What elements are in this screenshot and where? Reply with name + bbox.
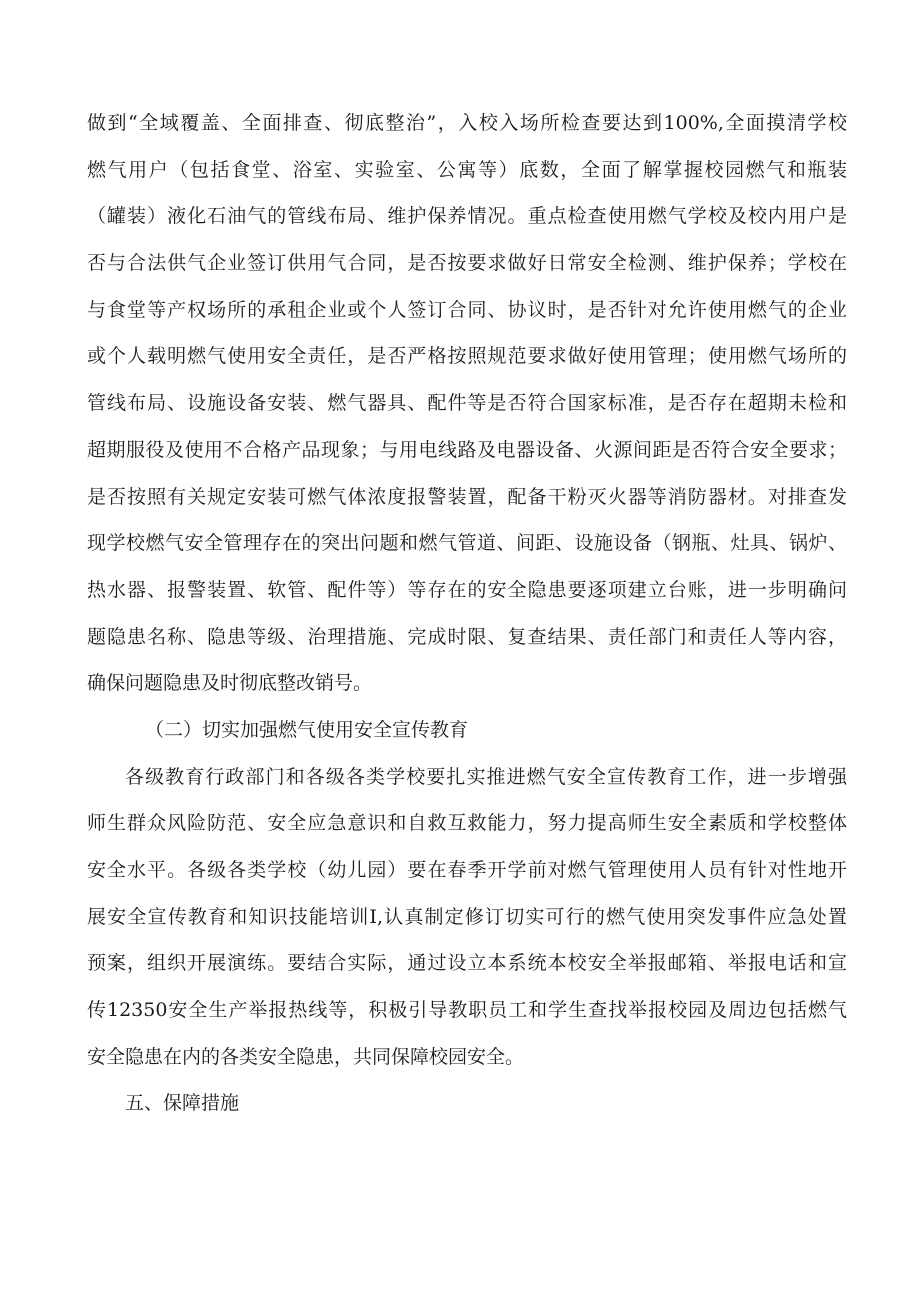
paragraph-line: 预案，组织开展演练。要结合实际，通过设立本系统本校安全举报邮箱、举报电话和宣: [87, 952, 847, 975]
paragraph-line: 热水器、报警装置、软管、配件等）等存在的安全隐患要逐项建立台账，进一步明确问: [87, 578, 847, 601]
paragraph-line: 是否按照有关规定安装可燃气体浓度报警装置，配备干粉灭火器等消防器材。对排查发: [87, 485, 847, 508]
paragraph-line: 现学校燃气安全管理存在的突出问题和燃气管道、间距、设施设备（钢瓶、灶具、锅炉、: [87, 532, 847, 555]
paragraph-line: 展安全宣传教育和知识技能培训I,认真制定修订切实可行的燃气使用突发事件应急处置: [87, 905, 847, 928]
paragraph-line: 安全水平。各级各类学校（幼儿园）要在春季开学前对燃气管理使用人员有针对性地开: [87, 859, 847, 881]
paragraph-line: 否与合法供气企业签订供用气合同，是否按要求做好日常安全检测、维护保养；学校在: [87, 252, 847, 275]
paragraph-line: 与食堂等产权场所的承租企业或个人签订合同、协议时，是否针对允许使用燃气的企业: [87, 298, 847, 321]
paragraph-line: 各级教育行政部门和各级各类学校要扎实推进燃气安全宣传教育工作，进一步增强: [125, 765, 847, 788]
paragraph-line: 题隐患名称、隐患等级、治理措施、完成时限、复查结果、责任部门和责任人等内容，: [87, 625, 847, 648]
paragraph-line: 传12350安全生产举报热线等，积极引导教职员工和学生查找举报校园及周边包括燃气: [87, 999, 847, 1022]
section-heading-safety-education: （二）切实加强燃气使用安全宣传教育: [145, 718, 469, 741]
paragraph-line: 管线布局、设施设备安装、燃气器具、配件等是否符合国家标准，是否存在超期未检和: [87, 392, 847, 415]
paragraph-line: 做到“全域覆盖、全面排查、彻底整治”，入校入场所检查要达到100%,全面摸清学校: [87, 112, 847, 134]
paragraph-line: （罐装）液化石油气的管线布局、维护保养情况。重点检查使用燃气学校及校内用户是: [87, 205, 847, 228]
paragraph-line: 超期服役及使用不合格产品现象；与用电线路及电器设备、火源间距是否符合安全要求；: [87, 438, 847, 461]
paragraph-line: 安全隐患在内的各类安全隐患，共同保障校园安全。: [87, 1045, 525, 1068]
paragraph-education: [87, 754, 847, 1081]
paragraph-line: 燃气用户（包括食堂、浴室、实验室、公寓等）底数，全面了解掌握校园燃气和瓶装: [87, 158, 847, 181]
paragraph-line: 确保问题隐患及时彻底整改销号。: [87, 672, 373, 695]
section-heading-safeguards: 五、保障措施: [125, 1092, 240, 1115]
paragraph-line: 或个人载明燃气使用安全责任，是否严格按照规范要求做好使用管理；使用燃气场所的: [87, 345, 847, 368]
paragraph-line: 师生群众风险防范、安全应急意识和自救互救能力，努力提高师生安全素质和学校整体: [87, 812, 847, 835]
paragraph-inspection: [87, 100, 847, 707]
document-body: [87, 100, 847, 1127]
